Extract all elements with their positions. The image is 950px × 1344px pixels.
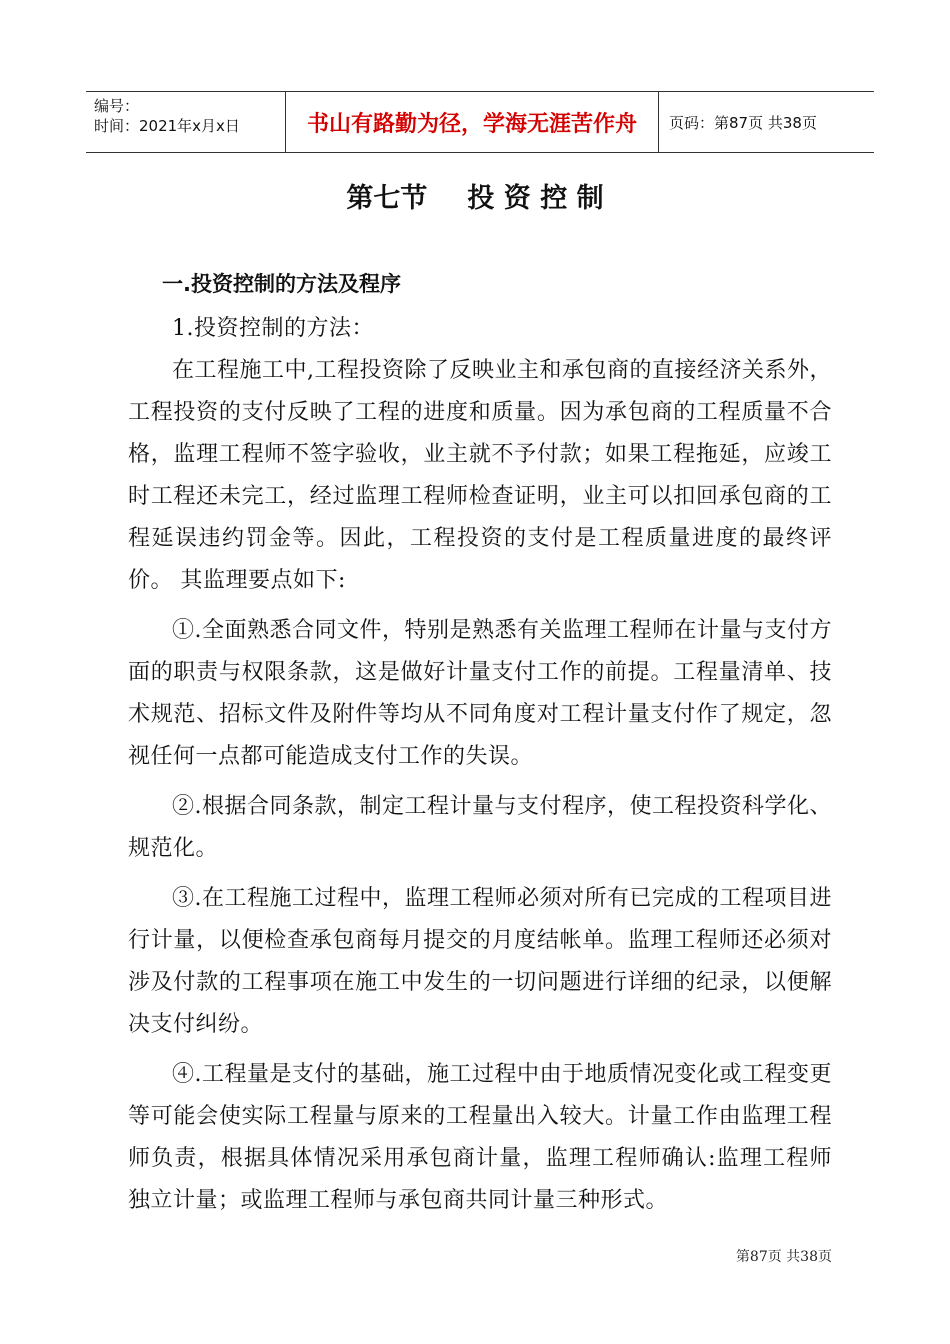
- page-title: [0, 176, 950, 215]
- paragraph: 1.投资控制的方法：: [172, 316, 374, 341]
- section-number: 第七节: [346, 183, 428, 214]
- header-meta: [86, 92, 286, 152]
- paragraph: ③.在工程施工过程中，监理工程师必须对所有已完成的工程项目进行计量，以便检查承包商每月提交的月度结帐单。监理工程师还必须对涉及付款的工程事项在施工中发生的一切问题进行详细的纪录，以便解决支付纠纷。: [128, 886, 832, 1037]
- header-motto: 书山有路勤为径，学海无涯苦作舟: [286, 92, 659, 152]
- page-footer: 第87页 共38页: [735, 1249, 832, 1265]
- paragraph: 在工程施工中,工程投资除了反映业主和承包商的直接经济关系外，工程投资的支付反映了工程的进度和质量。因为承包商的工程质量不合格，监理工程师不签字验收，业主就不予付款；如果工程拖延，应竣工时工程还未完工，经过监理工程师检查证明，业主可以扣回承包商的工程延误违约罚金等。因此，工程投资的支付是工程质量进度的最终评价。 其监理要点如下:: [128, 358, 832, 593]
- document-body: [128, 308, 832, 1222]
- paragraph: ②.根据合同条款，制定工程计量与支付程序，使工程投资科学化、规范化。: [128, 794, 832, 861]
- paragraph: ①.全面熟悉合同文件，特别是熟悉有关监理工程师在计量与支付方面的职责与权限条款，这是做好计量支付工作的前提。工程量清单、技术规范、招标文件及附件等均从不同角度对工程计量支付作了规定，忽视任何一点都可能造成支付工作的失误。: [128, 618, 832, 769]
- paragraph: ④.工程量是支付的基础，施工过程中由于地质情况变化或工程变更等可能会使实际工程量与原来的工程量出入较大。计量工作由监理工程师负责，根据具体情况采用承包商计量，监理工程师确认:监理工程师独立计量；或监理工程师与承包商共同计量三种形式。: [128, 1062, 832, 1213]
- page-header: [86, 91, 874, 153]
- section-name: 投 资 控 制: [467, 183, 604, 214]
- section-heading: 一.投资控制的方法及程序: [162, 272, 401, 296]
- header-page-info: 页码：第87页 共38页: [669, 113, 817, 132]
- time-label: 时间：2021年x月x日: [94, 117, 240, 135]
- number-label: 编号：: [94, 97, 140, 115]
